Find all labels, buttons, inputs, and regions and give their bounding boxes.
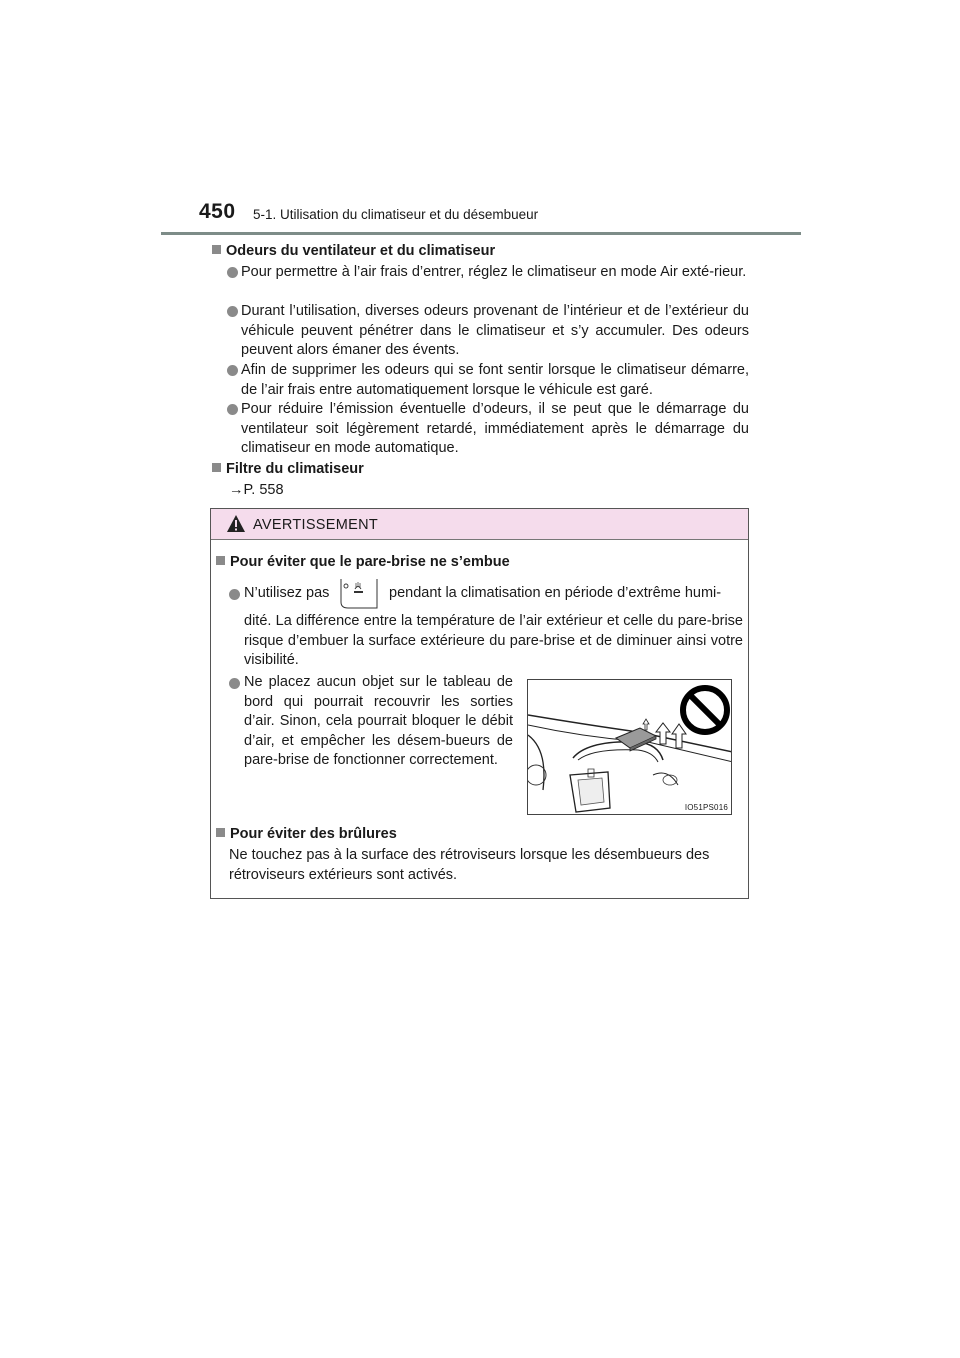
page-number: 450 (199, 200, 236, 223)
square-bullet-icon (212, 245, 221, 254)
list-item (241, 302, 749, 361)
square-bullet-icon (216, 828, 225, 837)
burn-heading-text: Pour éviter des brûlures (230, 826, 397, 842)
bullet-text: Afin de supprimer les odeurs qui se font sentir lorsque le climatiseur démarre, de l’air frais entre automatiquement lorsque le véhicule est garé. (241, 362, 749, 398)
list-item (241, 400, 749, 459)
illustration-code: IO51PS016 (684, 803, 728, 812)
filter-heading (212, 461, 364, 477)
round-bullet-icon (227, 404, 238, 415)
square-bullet-icon (216, 556, 225, 565)
header-divider (161, 232, 801, 235)
odors-heading (212, 243, 495, 259)
burn-text: Ne touchez pas à la surface des rétroviseurs lorsque les désembueurs des rétroviseurs extérieurs sont activés. (229, 847, 710, 883)
round-bullet-icon (229, 589, 240, 600)
odors-heading-text: Odeurs du ventilateur et du climatiseur (226, 243, 496, 259)
windshield-defogger-button-icon (338, 578, 378, 609)
fog-heading (216, 554, 510, 570)
bullet-text: Durant l’utilisation, diverses odeurs provenant de l’intérieur et de l’extérieur du véhicule peuvent pénétrer dans le climatiseur et s’y accumuler. Des odeurs peuvent alors émaner des évents. (241, 303, 749, 358)
warning-triangle-icon (226, 514, 246, 533)
bullet-text: Pour permettre à l’air frais d’entrer, réglez le climatiseur en mode Air exté-rieur. (241, 264, 747, 280)
square-bullet-icon (212, 463, 221, 472)
bullet-text: Pour réduire l’émission éventuelle d’odeurs, il se peut que le démarrage du ventilateur soit légèrement retardé, immédiatement après le démarrage du climatiseur en mode automatique. (241, 401, 749, 456)
list-item (241, 361, 749, 400)
burn-heading (216, 826, 397, 842)
round-bullet-icon (227, 365, 238, 376)
fog-bullet1-rest: dité. La différence entre la température de l’air extérieur et celle du pare-brise risque d’embuer la surface extérieure du pare-brise et de diminuer ainsi votre visibilité. (244, 613, 743, 668)
fog-bullet1-start: N’utilisez pas (244, 585, 330, 601)
filter-heading-text: Filtre du climatiseur (226, 461, 364, 477)
round-bullet-icon (229, 678, 240, 689)
warning-label: AVERTISSEMENT (253, 517, 379, 533)
fog-bullet2: Ne placez aucun objet sur le tableau de bord qui pourrait recouvrir les sorties d’air. Sinon, cela pourrait bloquer le débit d’air, et empêcher les désem-bueurs de pare-brise de fonctionner correctement. (244, 674, 513, 768)
dashboard-illustration (527, 679, 732, 815)
dashboard-drawing (528, 680, 732, 815)
chapter-title: 5-1. Utilisation du climatiseur et du désembueur (253, 207, 539, 222)
list-item (241, 263, 749, 283)
fog-bullet1-after: pendant la climatisation en période d’extrême humi- (389, 585, 722, 601)
fog-heading-text: Pour éviter que le pare-brise ne s’embue (230, 554, 510, 570)
round-bullet-icon (227, 306, 238, 317)
page-reference-link[interactable]: →P. 558 (229, 482, 284, 498)
round-bullet-icon (227, 267, 238, 278)
